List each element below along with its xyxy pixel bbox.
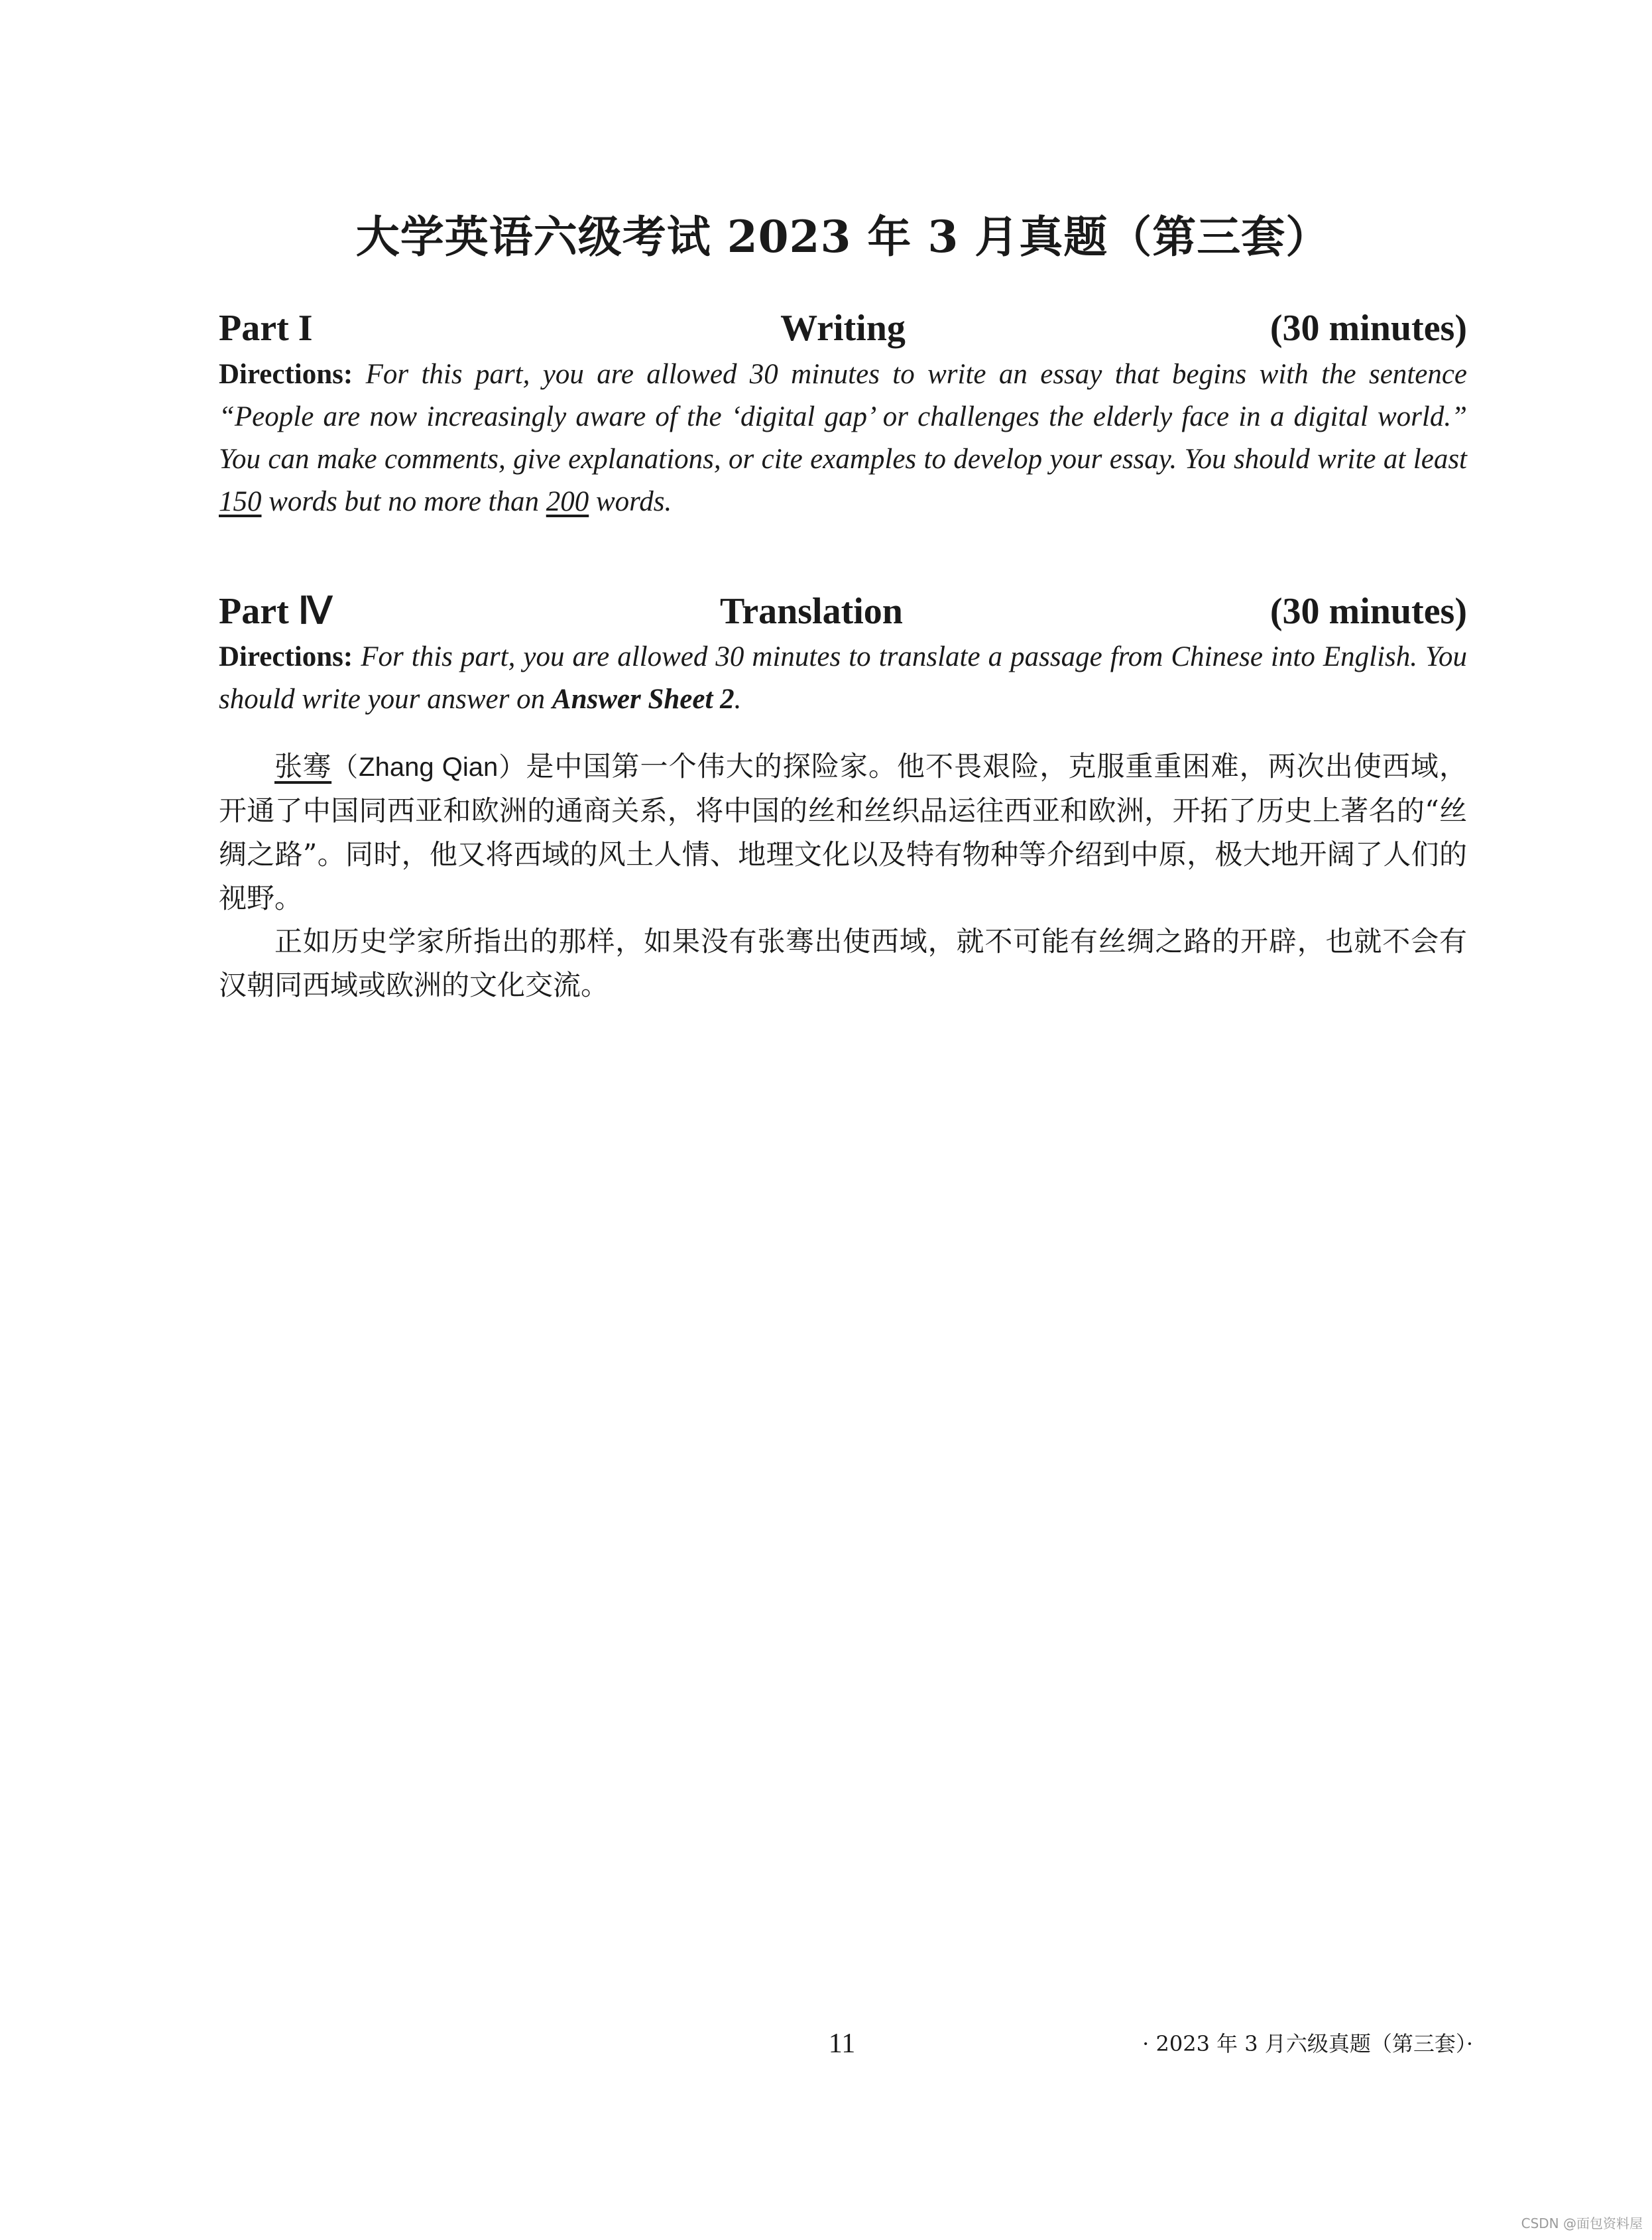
part-1-time: (30 minutes) — [1269, 308, 1467, 349]
part-4-directions-text: For this part, you are allowed 30 minutes to translate a passage from Chinese into English. You should write your answer on — [219, 641, 1467, 715]
part-1-name: Writing — [780, 308, 906, 349]
part-4-directions — [219, 636, 1467, 721]
part-1-directions-text-b: words but no more than — [261, 486, 546, 517]
passage-paragraph-1 — [219, 745, 1467, 920]
part-4-time: (30 minutes) — [1269, 591, 1467, 632]
part-1-heading — [219, 302, 1467, 355]
part-4-directions-text-b: . — [734, 684, 742, 715]
passage-paragraph-2: 正如历史学家所指出的那样，如果没有张骞出使西域，就不可能有丝绸之路的开辟，也就不会有汉朝同西域或欧洲的文化交流。 — [219, 925, 1467, 1001]
part-4-directions-label: Directions: — [219, 641, 353, 672]
part-4-heading — [219, 585, 1467, 638]
page-number: 11 — [828, 2028, 856, 2059]
part-4-name: Translation — [720, 591, 903, 632]
page-title: 大学英语六级考试 2023 年 3 月真题（第三套） — [355, 211, 1330, 263]
passage-paragraph-1-text: 是中国第一个伟大的探险家。他不畏艰险，克服重重困难，两次出使西域，开通了中国同西亚和欧洲的通商关系，将中国的丝和丝织品运往西亚和欧洲，开拓了历史上著名的“丝绸之路”。同时，他又将西域的风土人情、地理文化以及特有物种等介绍到中原，极大地开阔了人们的视野。 — [219, 750, 1467, 914]
part-1-directions — [219, 353, 1467, 523]
passage-name-cn: 张骞 — [274, 750, 332, 782]
passage-name-en: （Zhang Qian） — [331, 753, 526, 782]
part-1-directions-label: Directions: — [219, 359, 353, 390]
part-1-max-words: 200 — [546, 486, 589, 517]
part-1-label: Part I — [219, 308, 313, 349]
part-1-directions-text-c: words. — [589, 486, 672, 517]
part-4-answer-sheet: Answer Sheet 2 — [552, 684, 735, 715]
part-1-directions-text: For this part, you are allowed 30 minutes to write an essay that begins with the sentence “People are now increasingly aware of the ‘digital gap’ or challenges the elderly face in a digital world.” You can make comments, give explanations, or cite examples to develop your essay. You should write at least — [219, 359, 1467, 475]
part-4-label: Part Ⅳ — [219, 591, 333, 632]
part-1-min-words: 150 — [219, 486, 262, 517]
running-footer: · 2023 年 3 月六级真题（第三套）· — [1142, 2031, 1473, 2056]
watermark: CSDN @面包资料屋 — [1521, 2215, 1643, 2231]
